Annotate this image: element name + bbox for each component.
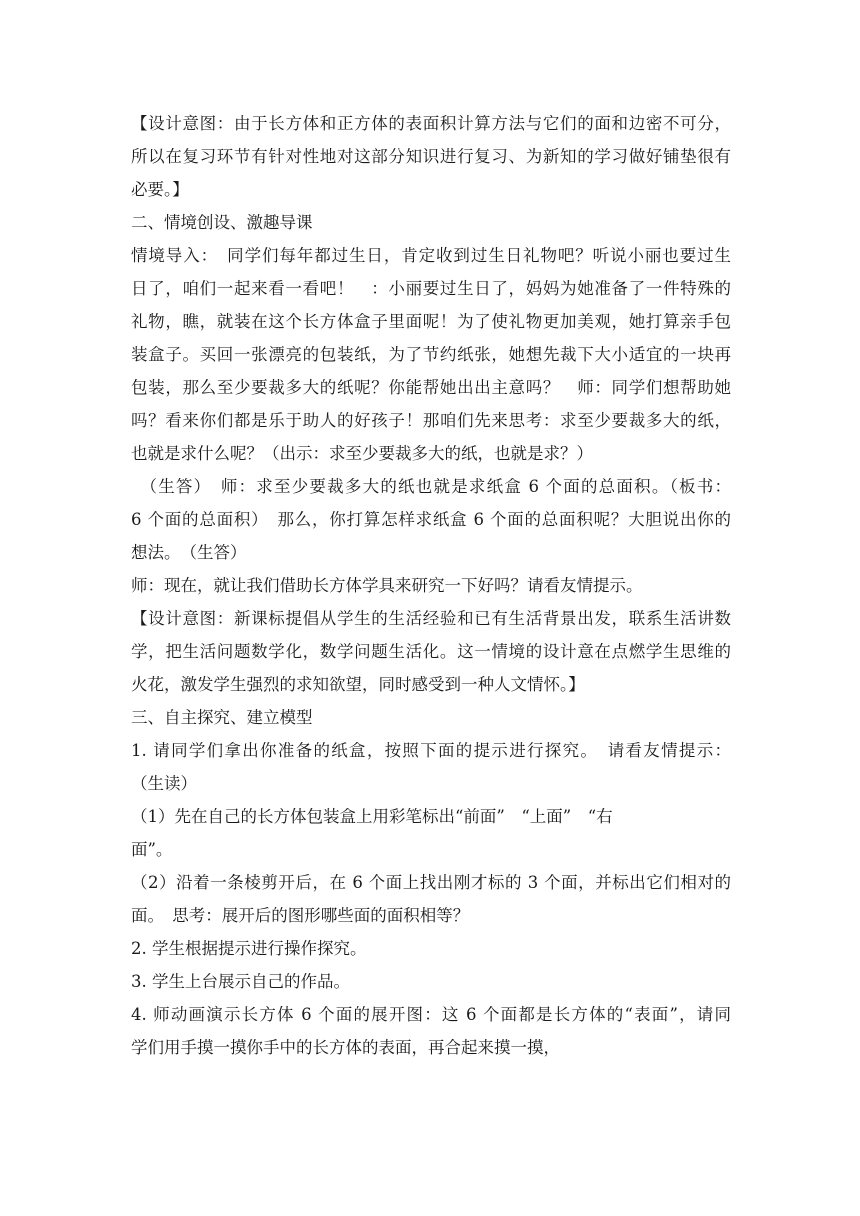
text-line: 【设计意图：新课标提倡从学生的生活经验和已有生活背景出发，联系生活讲数 (131, 609, 731, 628)
text-line: 想法。 （生答） (131, 543, 247, 562)
text-line: 师：现在，就让我们借助长方体学具来研究一下好吗？请看友情提示。 (131, 576, 643, 595)
text-line: （生答） 师：求至少要裁多大的纸也就是求纸盒 6 个面的总面积。（板书： (131, 477, 731, 496)
text-line: （生读） (131, 774, 197, 793)
text-line: 火花，激发学生强烈的求知欲望，同时感受到一种人文情怀。】 (131, 675, 585, 694)
text-line: （1）先在自己的长方体包装盒上用彩笔标出“前面” “上面” “右 (131, 807, 613, 826)
text-line: 也就是求什么呢？（出示：求至少要裁多大的纸，也就是求？） (131, 444, 593, 463)
text-line: 装盒子。买回一张漂亮的包装纸，为了节约纸张，她想先裁下大小适宜的一块再 (131, 345, 731, 364)
text-line: 情境导入： 同学们每年都过生日，肯定收到过生日礼物吧？听说小丽也要过生 (131, 246, 731, 265)
text-line: 包装，那么至少要裁多大的纸呢？你能帮她出出主意吗？ 师：同学们想帮助她 (131, 378, 731, 397)
text-line: 【设计意图：由于长方体和正方体的表面积计算方法与它们的面和边密不可分， (131, 114, 731, 133)
text-line: 日了，咱们一起来看一看吧！ ：小丽要过生日了，妈妈为她准备了一件特殊的 (131, 279, 731, 298)
text-line: 二、情境创设、激趣导课 (131, 213, 313, 232)
text-line: 礼物，瞧，就装在这个长方体盒子里面呢！为了使礼物更加美观，她打算亲手包 (131, 312, 731, 331)
text-line: 所以在复习环节有针对性地对这部分知识进行复习、为新知的学习做好铺垫很有 (131, 147, 731, 166)
text-line: 三、自主探究、建立模型 (131, 708, 313, 727)
text-line: 面。 思考：展开后的图形哪些面的面积相等？ (131, 906, 470, 925)
text-line: 必要。】 (131, 180, 189, 199)
text-line: 6 个面的总面积） 那么，你打算怎样求纸盒 6 个面的总面积呢？大胆说出你的 (131, 510, 731, 529)
text-line: 吗？看来你们都是乐于助人的好孩子！那咱们先来思考：求至少要裁多大的纸， (131, 411, 731, 430)
text-line: 面”。 (131, 840, 173, 859)
text-line: 2. 学生根据提示进行操作探究。 (131, 939, 367, 958)
text-line: （2）沿着一条棱剪开后，在 6 个面上找出刚才标的 3 个面，并标出它们相对的 (131, 873, 731, 892)
text-line: 4. 师动画演示长方体 6 个面的展开图：这 6 个面都是长方体的“表面”，请同 (131, 1005, 731, 1024)
text-line: 学们用手摸一摸你手中的长方体的表面，再合起来摸一摸， (131, 1038, 560, 1057)
text-line: 学，把生活问题数学化，数学问题生活化。这一情境的设计意在点燃学生思维的 (131, 642, 731, 661)
document-body (131, 107, 731, 1064)
text-line: 3. 学生上台展示自己的作品。 (131, 972, 350, 991)
text-line: 1. 请同学们拿出你准备的纸盒，按照下面的提示进行探究。 请看友情提示： (131, 741, 731, 760)
